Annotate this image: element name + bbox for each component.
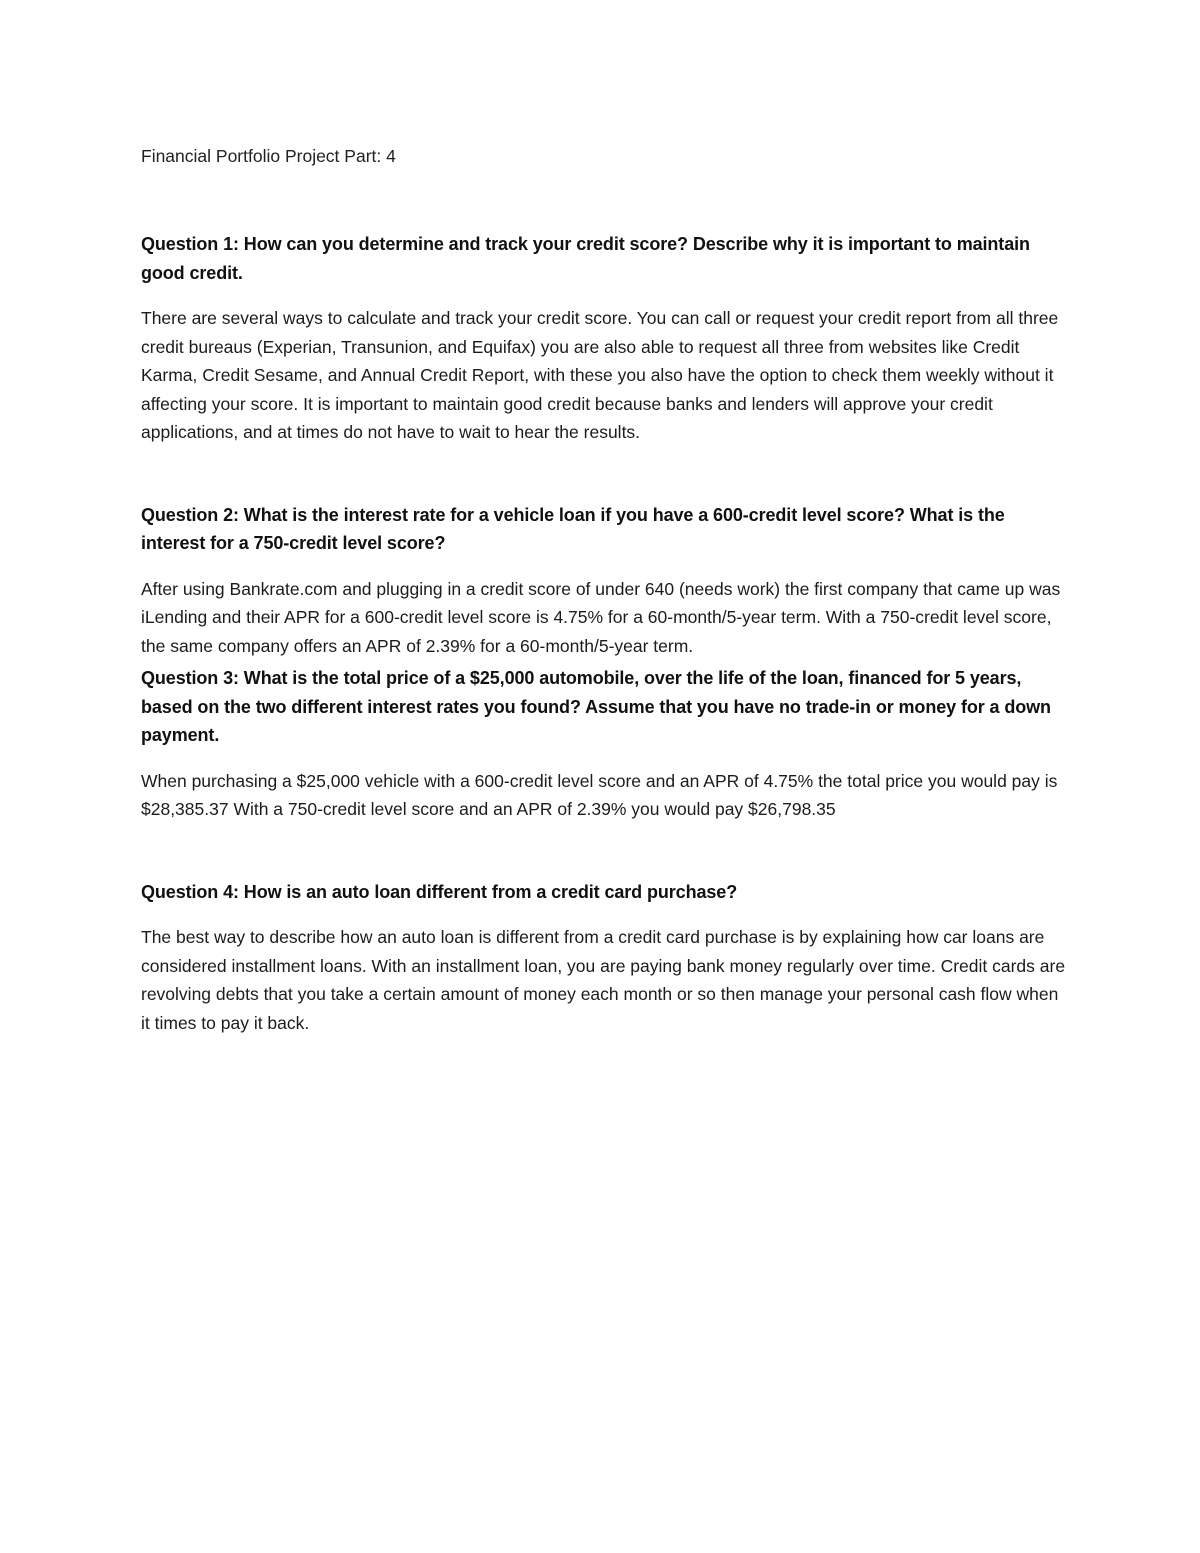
question-2-answer: After using Bankrate.com and plugging in a credit score of under 640 (needs work) the first company that came up was iLending and their APR for a 600-credit level score is 4.75% for a 60-month/5-year term. With a 750-credit level score, the same company offers an APR of 2.39% for a 60-month/5-year term. xyxy=(141,578,1061,656)
document-title: Financial Portfolio Project Part: 4 xyxy=(141,146,396,166)
question-3-heading: Question 3: What is the total price of a $25,000 automobile, over the life of the loan, financed for 5 years, based on the two different interest rates you found? Assume that you have no trade-in or money for a down payment. xyxy=(141,668,1051,745)
question-4-heading: Question 4: How is an auto loan different from a credit card purchase? xyxy=(141,881,738,902)
document-body xyxy=(141,142,1066,1037)
question-1-answer: There are several ways to calculate and track your credit score. You can call or request your credit report from all three credit bureaus (Experian, Transunion, and Equifax) you are also able to request all three from websites like Credit Karma, Credit Sesame, and Annual Credit Report, with these you also have the option to check them weekly without it affecting your score. It is important to maintain good credit because banks and lenders will approve your credit applications, and at times do not have to wait to hear the results. xyxy=(141,308,1059,442)
section-question-3 xyxy=(141,664,1066,824)
question-2-heading: Question 2: What is the interest rate for a vehicle loan if you have a 600-credit level score? What is the interest for a 750-credit level score? xyxy=(141,504,1005,553)
question-1-heading: Question 1: How can you determine and track your credit score? Describe why it is important to maintain good credit. xyxy=(141,234,1030,283)
section-question-1 xyxy=(141,230,1066,447)
section-question-2 xyxy=(141,501,1066,661)
question-4-answer: The best way to describe how an auto loan is different from a credit card purchase is by explaining how car loans are considered installment loans. With an installment loan, you are paying bank money regularly over time. Credit cards are revolving debts that you take a certain amount of money each month or so then manage your personal cash flow when it times to pay it back. xyxy=(141,927,1066,1033)
question-3-answer: When purchasing a $25,000 vehicle with a 600-credit level score and an APR of 4.75% the total price you would pay is $28,385.37 With a 750-credit level score and an APR of 2.39% you would pay $26,798.35 xyxy=(141,770,1058,819)
section-question-4 xyxy=(141,878,1066,1038)
